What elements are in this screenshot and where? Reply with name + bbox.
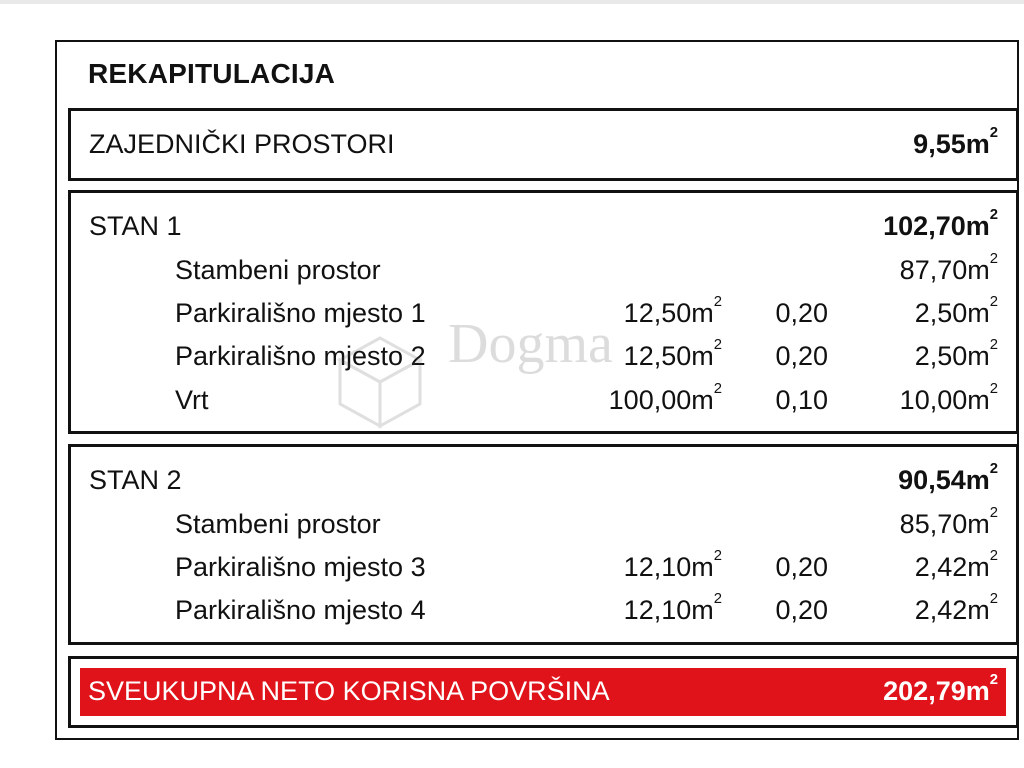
top-edge-strip	[0, 0, 1024, 4]
unit-1-row-value: $2,50m^2$	[914, 337, 998, 371]
superscript-two: 2	[713, 381, 722, 398]
unit-2-total: $90,54m^2$	[898, 461, 998, 495]
unit-1-row-name: Stambeni prostor	[175, 255, 381, 285]
unit-1-row-value: $2,50m^2$	[914, 294, 998, 328]
superscript-two: 2	[713, 337, 722, 354]
grand-total-value: $202,79m^2$	[883, 672, 998, 706]
grand-total-label: SVEUKUPNA NETO KORISNA POVRŠINA	[88, 676, 610, 706]
unit-1-box	[68, 190, 1019, 434]
unit-2-row-name: Parkirališno mjesto 4	[175, 595, 426, 625]
unit-2-row-area: $12,10m^2$	[623, 548, 722, 582]
superscript-two: 2	[989, 251, 998, 268]
superscript-two: 2	[713, 591, 722, 608]
unit-1-row-coef: 0,20	[775, 341, 828, 371]
unit-1-row-area: $100,00m^2$	[608, 381, 722, 415]
superscript-two: 2	[989, 672, 998, 689]
unit-1-row-coef: 0,20	[775, 298, 828, 328]
unit-1-row-coef: 0,10	[775, 385, 828, 415]
superscript-two: 2	[989, 548, 998, 565]
unit-2-row-value: $2,42m^2$	[914, 591, 998, 625]
superscript-two: 2	[989, 207, 998, 224]
superscript-two: 2	[989, 505, 998, 522]
unit-1-row-name: Vrt	[175, 385, 209, 415]
unit-2-row-name: Parkirališno mjesto 3	[175, 552, 426, 582]
superscript-two: 2	[713, 294, 722, 311]
unit-1-row-area: $12,50m^2$	[623, 337, 722, 371]
superscript-two: 2	[989, 125, 998, 142]
unit-1-row-value: $87,70m^2$	[899, 251, 998, 285]
grand-total-bar	[80, 668, 1006, 716]
recap-title: REKAPITULACIJA	[88, 58, 336, 89]
unit-1-row-name: Parkirališno mjesto 1	[175, 298, 426, 328]
unit-2-row-name: Stambeni prostor	[175, 509, 381, 539]
superscript-two: 2	[989, 294, 998, 311]
unit-2-label: STAN 2	[89, 465, 182, 495]
unit-2-row-value: $85,70m^2$	[899, 505, 998, 539]
superscript-two: 2	[989, 381, 998, 398]
unit-2-box	[68, 444, 1019, 645]
unit-1-row-name: Parkirališno mjesto 2	[175, 341, 426, 371]
common-areas-box	[68, 108, 1019, 181]
superscript-two: 2	[989, 337, 998, 354]
unit-1-row-area: $12,50m^2$	[623, 294, 722, 328]
unit-2-row-area: $12,10m^2$	[623, 591, 722, 625]
superscript-two: 2	[989, 591, 998, 608]
unit-1-row-value: $10,00m^2$	[899, 381, 998, 415]
unit-2-row-coef: 0,20	[775, 552, 828, 582]
superscript-two: 2	[989, 461, 998, 478]
superscript-two: 2	[713, 548, 722, 565]
unit-1-label: STAN 1	[89, 211, 182, 241]
common-areas-label: ZAJEDNIČKI PROSTORI	[89, 129, 395, 159]
unit-1-total: $102,70m^2$	[883, 207, 998, 241]
watermark-text: Dogma	[448, 313, 613, 375]
unit-2-row-coef: 0,20	[775, 595, 828, 625]
unit-2-row-value: $2,42m^2$	[914, 548, 998, 582]
common-areas-value: $9,55m^2$	[913, 125, 998, 159]
